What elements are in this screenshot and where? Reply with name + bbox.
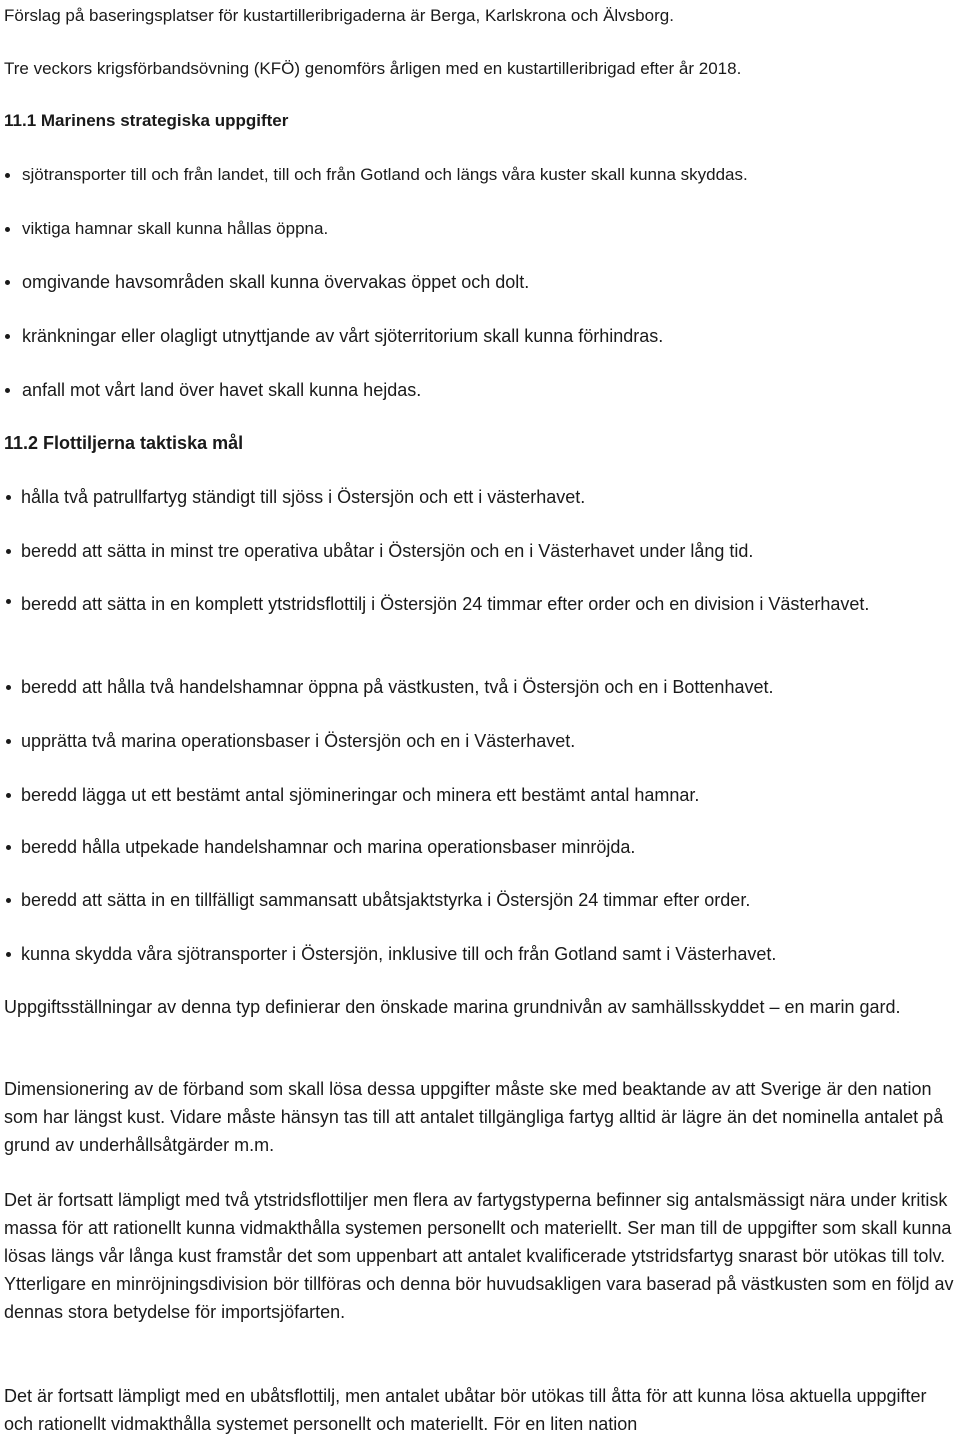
list-item: beredd att hålla två handelshamnar öppna på västkusten, två i Östersjön och en i Bottenhavet. (4, 676, 773, 698)
intro-line: Förslag på baseringsplatser för kustartilleribrigaderna är Berga, Karlskrona och Älvsborg. (4, 6, 674, 25)
list-item: kunna skydda våra sjötransporter i Östersjön, inklusive till och från Gotland samt i Västerhavet. (4, 943, 776, 965)
intro-line: Tre veckors krigsförbandsövning (KFÖ) genomförs årligen med en kustartilleribrigad efter år 2018. (4, 59, 742, 78)
list-item: kränkningar eller olagligt utnyttjande av vårt sjöterritorium skall kunna förhindras. (22, 326, 664, 346)
section-heading: 11.2 Flottiljerna taktiska mål (4, 433, 244, 453)
paragraph: Det är fortsatt lämpligt med en ubåtsflottilj, men antalet ubåtar bör utökas till åtta för att kunna lösa aktuella uppgifter och rationellt vidmakthålla systemet personellt och materiellt. För en liten nation (4, 1386, 927, 1434)
paragraph: Dimensionering av de förband som skall lösa dessa uppgifter måste ske med beaktande av att Sverige är den nation som har längst kust. Vidare måste hänsyn tas till att antalet tillgängliga fartyg alltid är lägre än det nominella antalet på grund av underhållsåtgärder m.m. (4, 1079, 944, 1155)
list-item: beredd lägga ut ett bestämt antal sjömineringar och minera ett bestämt antal hamnar. (4, 784, 699, 806)
section-heading: 11.1 Marinens strategiska uppgifter (4, 111, 289, 130)
list-item: sjötransporter till och från landet, till och från Gotland och längs våra kuster skall kunna skyddas. (22, 165, 748, 184)
paragraph: Uppgiftsställningar av denna typ definierar den önskade marina grundnivån av samhällsskyddet – en marin gard. (4, 997, 901, 1017)
list-item: viktiga hamnar skall kunna hållas öppna. (22, 219, 329, 238)
list-item: anfall mot vårt land över havet skall kunna hejdas. (22, 380, 422, 400)
list-item: beredd hålla utpekade handelshamnar och marina operationsbaser minröjda. (4, 836, 635, 858)
list-item: omgivande havsområden skall kunna övervakas öppet och dolt. (22, 272, 530, 292)
list-item: beredd att sätta in en komplett ytstridsflottilj i Östersjön 24 timmar efter order och en division i Västerhavet. (4, 590, 956, 618)
paragraph: Det är fortsatt lämpligt med två ytstridsflottiljer men flera av fartygstyperna befinner sig antalsmässigt nära under kritisk massa för att rationellt kunna vidmakthålla systemen personellt och materiellt. Ser man till de uppgifter som skall kunna lösas längs vår långa kust framstår det som uppenbart att antalet kvalificerade ytstridsfartyg snarast bör utökas till tolv. Ytterligare en minröjningsdivision bör tillföras och denna bör huvudsakligen vara baserad på västkusten som en följd av dennas stora betydelse för importsjöfarten. (4, 1190, 954, 1322)
list-item: hålla två patrullfartyg ständigt till sjöss i Östersjön och ett i västerhavet. (4, 486, 585, 508)
list-item: beredd att sätta in en tillfälligt sammansatt ubåtsjaktstyrka i Östersjön 24 timmar efter order. (4, 889, 750, 911)
list-item: upprätta två marina operationsbaser i Östersjön och en i Västerhavet. (4, 730, 575, 752)
list-item: beredd att sätta in minst tre operativa ubåtar i Östersjön och en i Västerhavet under lång tid. (4, 540, 753, 562)
